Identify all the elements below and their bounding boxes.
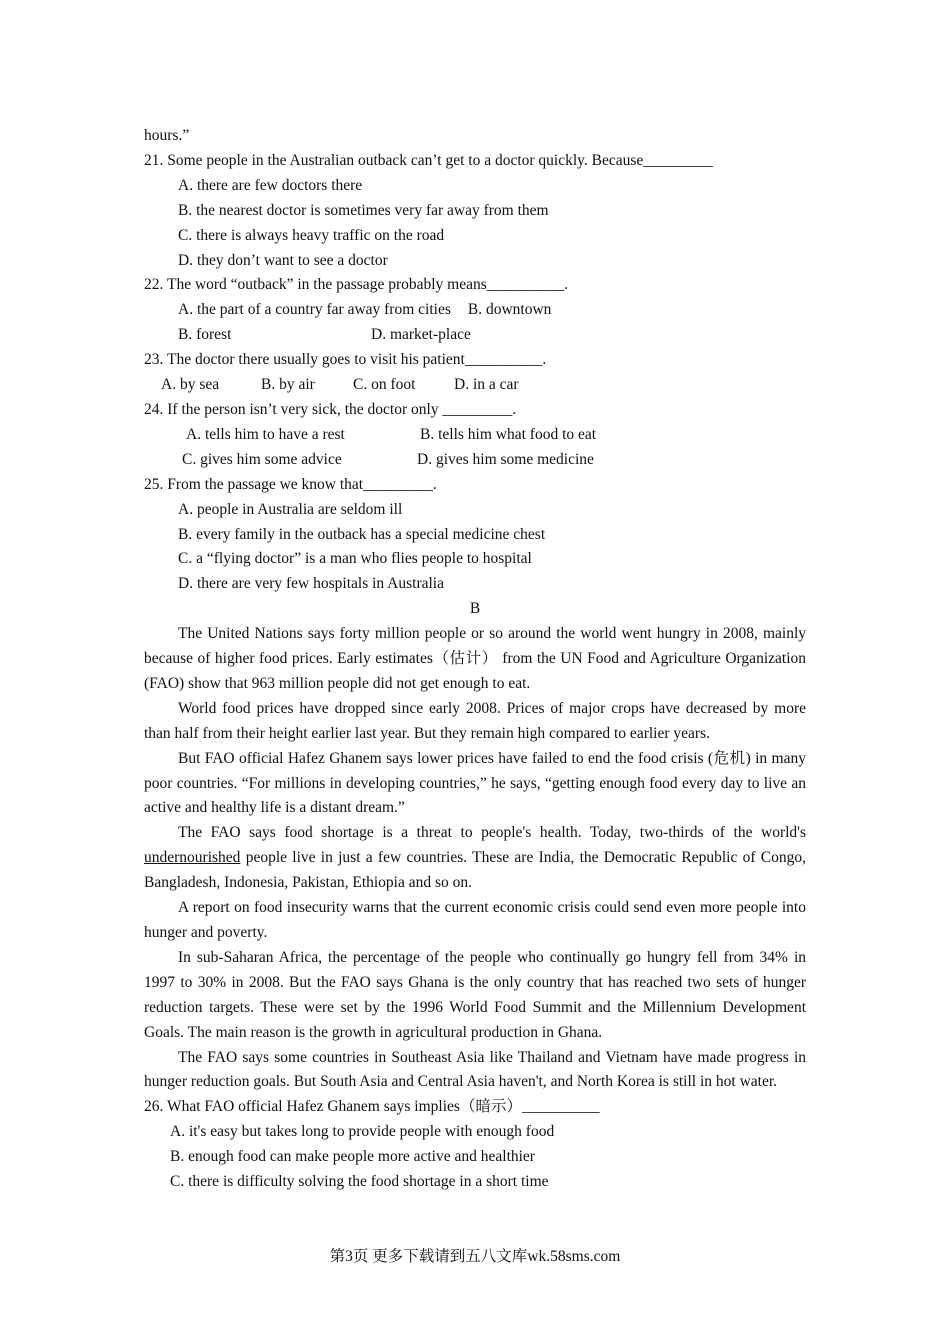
q25-option-c: C. a “flying doctor” is a man who flies people to hospital — [178, 550, 532, 568]
q25-option-b: B. every family in the outback has a special medicine chest — [178, 525, 546, 543]
q25-stem: 25. From the passage we know that_________. — [144, 475, 437, 493]
intro-tail: hours.” — [144, 127, 190, 144]
passage-b-paragraph-3: But FAO official Hafez Ghanem says lower prices have failed to end the food crisis (危机) in many poor countries. “For millions in developing countries,” he says, “getting enough food every day to live an active and healthy life is a distant dream.” — [144, 749, 806, 817]
passage-b-paragraph-2: World food prices have dropped since early 2008. Prices of major crops have decreased by more than half from their height earlier last year. But they remain high compared to earlier years. — [144, 699, 806, 742]
q22-option-a: A. the part of a country far away from cities — [178, 301, 451, 319]
q24-options-row2 — [144, 448, 806, 473]
q24-option-a: A. tells him to have a rest — [186, 425, 345, 443]
q26-stem: 26. What FAO official Hafez Ghanem says implies（暗示）__________ — [144, 1098, 600, 1116]
q23-stem: 23. The doctor there usually goes to visit his patient__________. — [144, 351, 547, 369]
passage-b-paragraph-7: The FAO says some countries in Southeast Asia like Thailand and Vietnam have made progress in hunger reduction goals. But South Asia and Central Asia haven't, and North Korea is still in hot water. — [144, 1048, 806, 1091]
q21-option-b: B. the nearest doctor is sometimes very far away from them — [178, 201, 549, 219]
passage-b-paragraph-5: A report on food insecurity warns that the current economic crisis could send even more people into hunger and poverty. — [144, 899, 806, 941]
passage-b-paragraph-6: In sub-Saharan Africa, the percentage of the people who continually go hungry fell from 34% in 1997 to 30% in 2008. But the FAO says Ghana is the only country that has reached two sets of hunger reduction targets. These were set by the 1996 World Food Summit and the Millennium Development Goals. The main reason is the growth in agricultural production in Ghana. — [144, 948, 806, 1041]
q22-option-d: D. market-place — [371, 326, 471, 344]
q24-option-c: C. gives him some advice — [182, 450, 342, 468]
q22-options-row2 — [144, 323, 806, 348]
q25-option-d: D. there are very few hospitals in Australia — [178, 575, 444, 593]
q24-option-b: B. tells him what food to eat — [420, 425, 597, 443]
q26-option-b: B. enough food can make people more active and healthier — [170, 1148, 535, 1166]
q24-option-d: D. gives him some medicine — [417, 450, 594, 468]
q24-options-row1 — [144, 423, 806, 448]
q24-stem: 24. If the person isn’t very sick, the doctor only _________. — [144, 400, 517, 418]
q23-options-row — [144, 373, 806, 398]
q23-option-a: A. by sea — [161, 376, 220, 394]
section-b-title: B — [469, 600, 481, 618]
passage-b-paragraph-1: The United Nations says forty million people or so around the world went hungry in 2008, mainly because of higher food prices. Early estimates（估计） from the UN Food and Agriculture Organization (FAO) show that 963 million people did not get enough to eat. — [144, 625, 806, 692]
q25-option-a: A. people in Australia are seldom ill — [178, 500, 403, 518]
q23-option-c: C. on foot — [353, 376, 416, 394]
q21-stem: 21. Some people in the Australian outback can’t get to a doctor quickly. Because_________ — [144, 151, 714, 169]
underlined-word: undernourished — [144, 849, 241, 867]
q21-option-c: C. there is always heavy traffic on the road — [178, 226, 445, 244]
passage-b-paragraph-4 — [144, 821, 806, 896]
p4-start: The FAO says food shortage is a threat to people's health. Today, two-thirds of the world's — [178, 824, 806, 842]
document-page — [144, 124, 806, 1195]
q26-option-c: C. there is difficulty solving the food shortage in a short time — [170, 1173, 549, 1191]
q21-option-a: A. there are few doctors there — [178, 176, 363, 194]
p4-end: people live in just a few countries. These are India, the Democratic Republic of Congo, Bangladesh, Indonesia, Pakistan, Ethiopia and so on. — [144, 849, 806, 892]
q22-stem: 22. The word “outback” in the passage probably means__________. — [144, 276, 569, 294]
q23-option-b: B. by air — [261, 376, 315, 394]
q21-option-d: D. they don’t want to see a doctor — [178, 251, 388, 269]
q26-option-a: A. it's easy but takes long to provide people with enough food — [170, 1123, 555, 1141]
q22-option-b: B. downtown — [467, 301, 552, 319]
q22-option-c: B. forest — [178, 326, 232, 344]
page-footer: 第3页 更多下载请到五八文库wk.58sms.com — [329, 1248, 621, 1265]
q23-option-d: D. in a car — [454, 376, 519, 394]
q22-options-row1 — [144, 298, 806, 323]
